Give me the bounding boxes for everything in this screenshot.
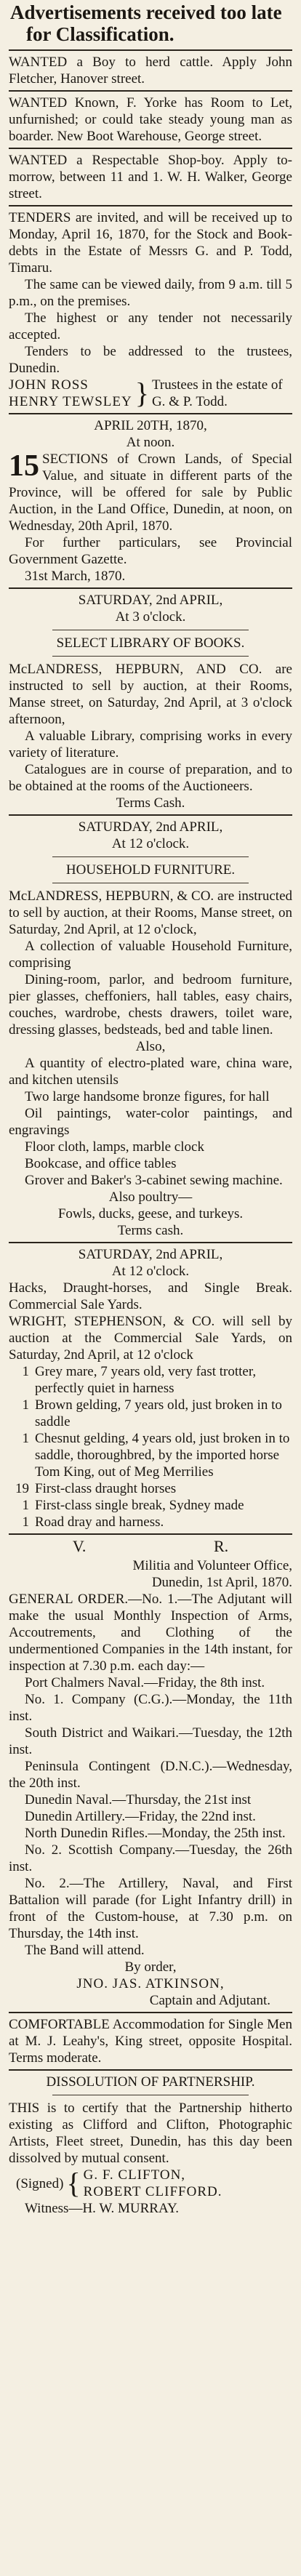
- ad-body: WRIGHT, STEPHENSON, & CO. will sell by auction at the Commercial Sale Yards, on Saturday, 2nd April, at 12 o'clock: [9, 1314, 292, 1363]
- witness: Witness—H. W. MURRAY.: [25, 2201, 179, 2216]
- ad-subtitle: Hacks, Draught-horses, and Single Break. Commercial Sale Yards.: [9, 1280, 292, 1312]
- ad-paragraph: Also poultry—: [108, 1189, 193, 1205]
- divider: [52, 656, 249, 657]
- ad-time: At noon.: [126, 435, 175, 450]
- ad-body: SECTIONS of Crown Lands, of Special Value, and situate in different parts of the Province, will be offered for sale by Public Auction, in the Land Office, Dunedin, at noon, on Wednesday, 20th April, 1870.: [9, 452, 292, 534]
- ad-paragraph: TENDERS are invited, and will be received up to Monday, April 16, 1870, for the Stock and Book-debts in the Estate of Messrs G. and P. Todd, Timaru.: [9, 210, 292, 276]
- ad-title: DISSOLUTION OF PARTNERSHIP.: [46, 2074, 255, 2090]
- item-description: Brown gelding, 7 years old, just broken in to saddle: [35, 1397, 282, 1429]
- ad-crown-lands: [9, 417, 292, 585]
- ad-paragraph: Floor cloth, lamps, marble clock: [25, 1139, 204, 1155]
- inspection-list: [9, 1674, 292, 1875]
- divider: [52, 856, 249, 857]
- divider: [9, 49, 292, 51]
- ad-paragraph: A collection of valuable Household Furniture, comprising: [9, 939, 292, 971]
- inspection-item: No. 1. Company (C.G.).—Monday, the 11th inst.: [9, 1692, 292, 1724]
- horse-item: [9, 1363, 292, 1397]
- divider: [9, 2069, 292, 2071]
- divider: [9, 90, 292, 92]
- inspection-item: Dunedin Naval.—Thursday, the 21st inst: [25, 1792, 252, 1807]
- ad-dated: Dunedin, 1st April, 1870.: [151, 1575, 292, 1590]
- brace-glyph: }: [135, 377, 149, 409]
- brace-glyph: {: [66, 2167, 81, 2199]
- divider: [9, 148, 292, 149]
- item-description: Chesnut gelding, 4 years old, just broken in to saddle, thoroughbred, by the imported horse Tom King, out of Meg Merrilies: [35, 1431, 290, 1480]
- ad-title: SELECT LIBRARY OF BOOKS.: [56, 635, 245, 651]
- ad-library: [9, 592, 292, 811]
- signature: HENRY TEWSLEY: [9, 394, 132, 409]
- ad-militia: [9, 1538, 292, 2009]
- item-quantity: 1: [22, 1364, 29, 1379]
- ad-text: COMFORTABLE Accommodation for Single Men at M. J. Leahy's, King street, opposite Hospital. Terms moderate.: [9, 2017, 292, 2066]
- ad-time: At 12 o'clock.: [111, 1264, 190, 1279]
- horse-list: [9, 1363, 292, 1530]
- section-subtitle: for Classification.: [26, 23, 174, 45]
- horse-item: [9, 1480, 292, 1497]
- horse-item: [9, 1497, 292, 1514]
- ad-wanted-shopboy: [9, 152, 292, 202]
- ad-body: GENERAL ORDER.—No. 1.—The Adjutant will make the usual Monthly Inspection of Arms, Accoutrements, and Clothing of the undermentioned Companies in the 14th instant, for inspection at 7.30 p.m. each day:—: [9, 1592, 292, 1674]
- inspection-item: North Dunedin Rifles.—Monday, the 25th inst.: [25, 1826, 286, 1841]
- inspection-item: Peninsula Contingent (D.N.C.).—Wednesday, the 20th inst.: [9, 1759, 292, 1791]
- ad-date: SATURDAY, 2nd APRIL,: [78, 593, 223, 608]
- ad-dated: 31st March, 1870.: [25, 569, 126, 584]
- divider: [9, 587, 292, 589]
- ad-paragraph: Fowls, ducks, geese, and turkeys.: [57, 1206, 244, 1221]
- ad-terms: Terms Cash.: [116, 795, 185, 811]
- ad-paragraph: For further particulars, see Provincial Government Gazette.: [9, 535, 292, 567]
- ad-time: At 3 o'clock.: [115, 609, 186, 625]
- inspection-item: Dunedin Artillery.—Friday, the 22nd inst.: [25, 1809, 256, 1824]
- ad-terms: Terms cash.: [117, 1223, 184, 1238]
- signature: ROBERT CLIFFORD.: [83, 2184, 222, 2199]
- ad-paragraph: Two large handsome bronze figures, for hall: [25, 1089, 270, 1104]
- item-description: First-class single break, Sydney made: [35, 1498, 244, 1513]
- item-quantity: 1: [22, 1397, 29, 1413]
- divider: [9, 814, 292, 816]
- ad-text: WANTED Known, F. Yorke has Room to Let, unfurnished; or could take steady young man as boarder. New Boot Warehouse, George street.: [9, 95, 292, 144]
- office-name: Militia and Volunteer Office,: [132, 1558, 292, 1573]
- ad-text: WANTED a Respectable Shop-boy. Apply to-morrow, between 11 and 1. W. H. Walker, George street.: [9, 153, 292, 201]
- ad-date: SATURDAY, 2nd APRIL,: [78, 1247, 223, 1262]
- ad-body: McLANDRESS, HEPBURN, AND CO. are instructed to sell by auction, at their Rooms, Manse street, on Saturday, 2nd April, at 3 o'clock afternoon,: [9, 662, 292, 727]
- cipher-v: V.: [72, 1537, 87, 1555]
- ad-horses: [9, 1246, 292, 1530]
- signature-rank: Captain and Adjutant.: [149, 1993, 270, 2008]
- inspection-item: No. 2. Scottish Company.—Tuesday, the 26th inst.: [9, 1842, 292, 1874]
- ad-body: THIS is to certify that the Partnership hitherto existing as Clifford and Clifton, Photographic Artists, Fleet street, Dunedin, has this day been dissolved by mutual consent.: [9, 2100, 292, 2166]
- signature: JOHN ROSS: [9, 377, 89, 393]
- ad-paragraph: The same can be viewed daily, from 9 a.m. till 5 p.m., on the premises.: [9, 277, 292, 309]
- divider: [9, 413, 292, 414]
- ad-wanted-yorke: [9, 95, 292, 145]
- horse-item: [9, 1397, 292, 1430]
- ad-paragraph: A valuable Library, comprising works in every variety of literature.: [9, 729, 292, 761]
- divider: [9, 205, 292, 206]
- inspection-item: South District and Waikari.—Tuesday, the 12th inst.: [9, 1725, 292, 1757]
- item-description: First-class draught horses: [35, 1481, 177, 1496]
- ad-furniture: [9, 819, 292, 1239]
- item-description: Road dray and harness.: [35, 1514, 164, 1530]
- item-quantity: 1: [22, 1498, 29, 1513]
- ad-dissolution: [9, 2074, 292, 2217]
- by-order: By order,: [124, 1959, 177, 1975]
- trustee-signatures: [9, 377, 292, 410]
- ad-paragraph: Catalogues are in course of preparation, and to be obtained at the rooms of the Auctioneers.: [9, 762, 292, 794]
- divider: [9, 1533, 292, 1535]
- signature: G. F. CLIFTON,: [83, 2167, 186, 2183]
- signed-label: (Signed): [16, 2175, 64, 2191]
- ad-paragraph: Grover and Baker's 3-cabinet sewing machine.: [25, 1173, 283, 1188]
- ad-paragraph: No. 2.—The Artillery, Naval, and First Battalion will parade (for Light Infantry drill) in front of the Custom-house, at 7.30 p.m. on Thursday, the 14th inst.: [9, 1876, 292, 1941]
- divider: [9, 1242, 292, 1243]
- ad-paragraph: Also,: [135, 1039, 166, 1054]
- inspection-item: Port Chalmers Naval.—Friday, the 8th inst.: [25, 1675, 265, 1690]
- ad-paragraph: Dining-room, parlor, and bedroom furniture, pier glasses, cheffoniers, hall tables, easy chairs, couches, wardrobe, chests drawers, toilet ware, dressing glasses, bedsteads, bed and table linen.: [9, 972, 292, 1038]
- divider: [9, 2012, 292, 2013]
- ad-title: HOUSEHOLD FURNITURE.: [65, 862, 236, 878]
- ad-accommodation: [9, 2016, 292, 2066]
- item-description: Grey mare, 7 years old, very fast trotter, perfectly quiet in harness: [35, 1364, 257, 1396]
- ad-tenders: [9, 209, 292, 410]
- item-quantity: 1: [22, 1514, 29, 1530]
- cipher-r: R.: [214, 1537, 229, 1555]
- ad-paragraph: Tenders to be addressed to the trustees, Dunedin.: [9, 344, 292, 376]
- signature: JNO. JAS. ATKINSON,: [76, 1976, 225, 1991]
- ad-paragraph: The Band will attend.: [25, 1943, 145, 1958]
- item-quantity: 19: [15, 1481, 29, 1496]
- partner-signatures: [9, 2167, 292, 2200]
- ad-body: McLANDRESS, HEPBURN, & CO. are instructed to sell by auction, at their Rooms, Manse street, on Saturday, 2nd April, at 12 o'clock,: [9, 888, 292, 937]
- signature-note: Trustees in the estate of G. & P. Todd.: [151, 377, 283, 409]
- ad-date: APRIL 20TH, 1870,: [94, 418, 207, 433]
- ad-paragraph: Bookcase, and office tables: [25, 1156, 177, 1171]
- ad-time: At 12 o'clock.: [111, 836, 190, 851]
- crown-cipher: [9, 1538, 292, 1554]
- ad-text: WANTED a Boy to herd cattle. Apply John Fletcher, Hanover street.: [9, 55, 292, 87]
- horse-item: [9, 1514, 292, 1530]
- ad-paragraph: The highest or any tender not necessarily accepted.: [9, 310, 292, 342]
- item-quantity: 1: [22, 1431, 29, 1446]
- ad-paragraph: A quantity of electro-plated ware, china ware, and kitchen utensils: [9, 1056, 292, 1088]
- section-title: Advertisements received too late: [10, 1, 282, 23]
- ad-paragraph: Oil paintings, water-color paintings, and engravings: [9, 1106, 292, 1138]
- big-number: 15: [9, 449, 39, 483]
- ad-date: SATURDAY, 2nd APRIL,: [78, 819, 223, 835]
- horse-item: [9, 1430, 292, 1480]
- ad-wanted-boy: [9, 54, 292, 87]
